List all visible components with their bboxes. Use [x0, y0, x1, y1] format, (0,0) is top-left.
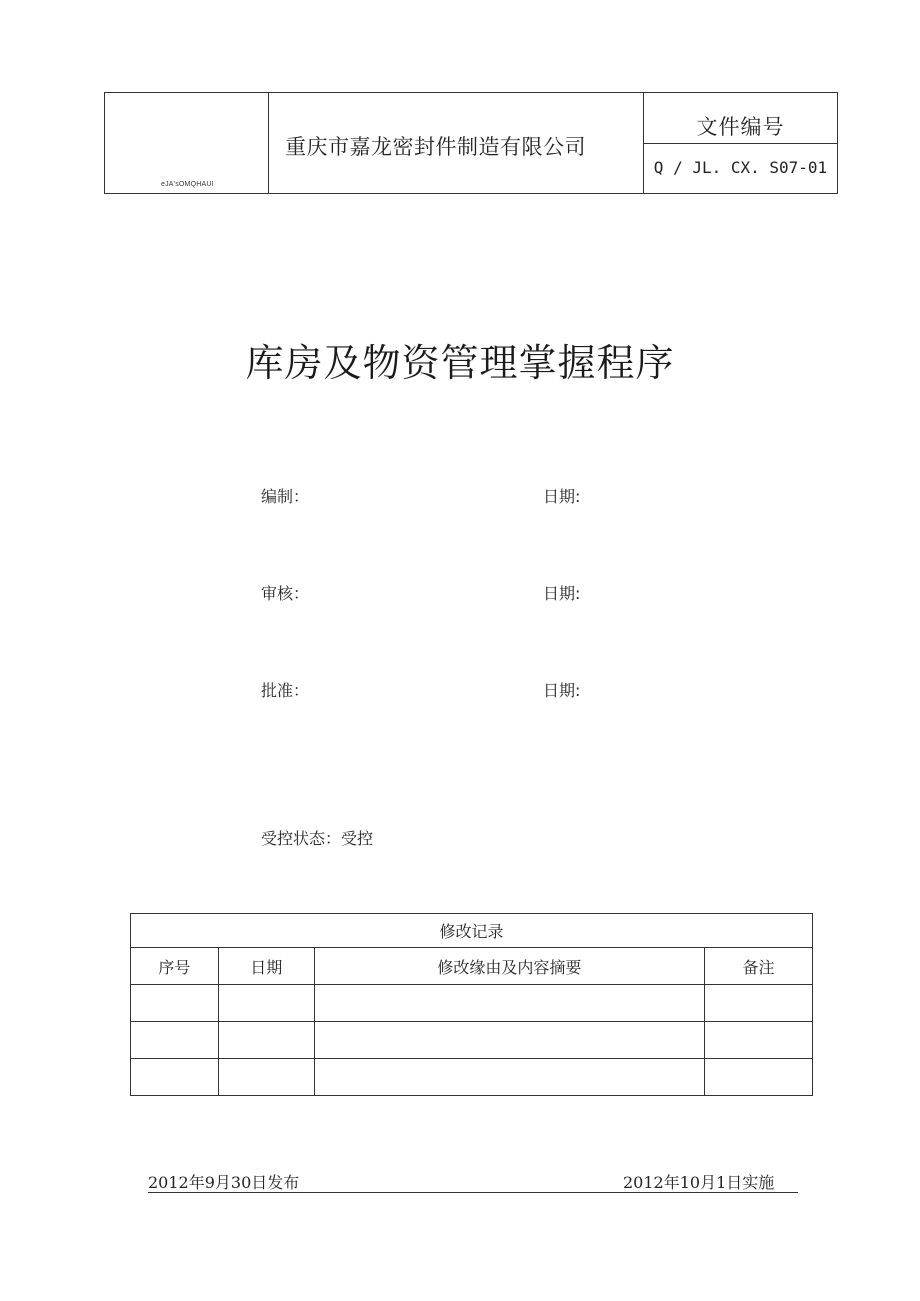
table-cell	[218, 985, 314, 1022]
doc-number-label-cell	[644, 93, 837, 144]
revision-table	[130, 913, 813, 1096]
reviewed-date-label: 日期:	[543, 584, 581, 603]
table-cell	[705, 1022, 813, 1059]
col-header-remarks: 备注	[705, 948, 813, 985]
table-cell	[314, 1022, 704, 1059]
footer-divider	[148, 1192, 798, 1193]
col-header-date: 日期	[218, 948, 314, 985]
issue-date: 2012年9月30日发布	[148, 1173, 300, 1192]
prepared-by-label: 编制：	[261, 487, 310, 506]
company-name: 重庆市嘉龙密封件制造有限公司	[285, 135, 586, 159]
doc-number-label: 文件编号	[696, 115, 785, 139]
col-header-number: 序号	[131, 948, 219, 985]
table-cell	[131, 1059, 219, 1096]
revision-caption-row	[131, 914, 813, 948]
table-cell	[218, 1022, 314, 1059]
revision-caption: 修改记录	[131, 914, 813, 948]
prepared-date-label: 日期:	[543, 487, 581, 506]
logo-cell	[105, 93, 269, 193]
approved-date-label: 日期:	[543, 681, 581, 700]
revision-header-row	[131, 948, 813, 985]
document-header	[104, 92, 838, 194]
company-logo-text: eJA'sOMQHAUI	[161, 181, 214, 188]
document-title: 库房及物资管理掌握程序	[245, 341, 675, 385]
table-cell	[314, 1059, 704, 1096]
doc-number: Q / JL. CX. S07-01	[653, 158, 828, 177]
table-cell	[705, 1059, 813, 1096]
reviewed-by-label: 审核：	[261, 584, 310, 603]
table-cell	[314, 985, 704, 1022]
company-cell	[269, 93, 644, 193]
table-cell	[131, 1022, 219, 1059]
approved-by-label: 批准：	[261, 681, 310, 700]
table-cell	[218, 1059, 314, 1096]
col-header-summary: 修改缘由及内容摘要	[314, 948, 704, 985]
table-cell	[705, 985, 813, 1022]
doc-number-cell	[644, 144, 837, 193]
table-cell	[131, 985, 219, 1022]
effective-date: 2012年10月1日实施	[623, 1173, 775, 1192]
table-row	[131, 1022, 813, 1059]
table-row	[131, 1059, 813, 1096]
table-row	[131, 985, 813, 1022]
control-status: 受控状态：受控	[261, 829, 374, 848]
